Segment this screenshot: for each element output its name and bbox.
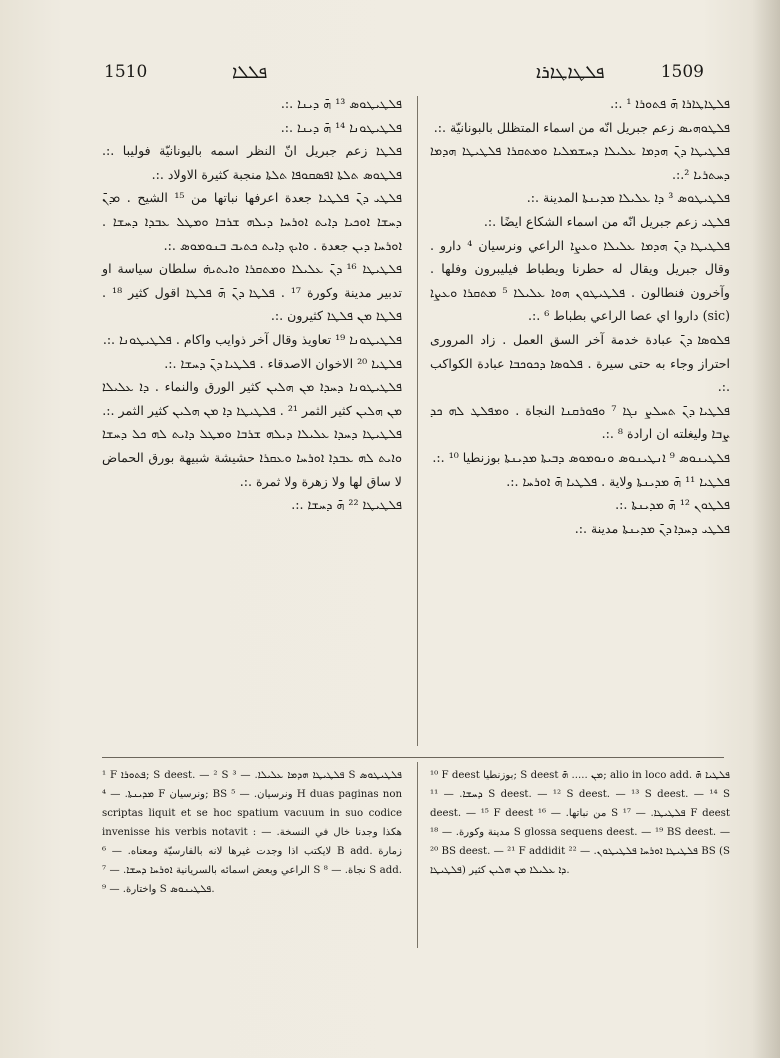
footnote-rule	[102, 757, 724, 758]
lexicon-entry: ܦܠܛܝܛܘܣ ³ ܕܐ ܥܠܝܠܐ ܡܕܝܢܬܐ المدينة .:.	[526, 190, 730, 206]
lexicon-entry: ܦܠܛܝܛܘܢܐ ¹⁹ تعاويذ وقال آخر ذوايب واكام . ܦܠܛܝܛܘܢܐ .:.	[102, 331, 402, 347]
lexicon-entry: ܦܠܛܐ زعم جبريل انّ النظر اسمه باليونانيّة فوليبا .:. ܦܠܛܘܣ ܬܠܬܐ ܐܦܣܩܘܦܐ ܬܠܬܐ منجبة كثيرة الاولاد .:.	[102, 143, 402, 182]
column-divider	[417, 96, 418, 746]
page-header	[104, 62, 704, 86]
left-running-title: ܦܠܠܐ	[232, 62, 268, 83]
book-spine-shadow	[752, 0, 780, 1058]
lexicon-entry: ܦܠܛܐܛܐܪܐ ܗ̄ ܦܬܘܪܐ ¹ .:.	[610, 96, 730, 111]
right-running-title: ܦܠܛܐܛܐܪܐ	[536, 62, 605, 83]
lexicon-entry: ܦܠܛܝܛܘܣ ¹³ ܗ̄ ܕܝܢܐ .:.	[280, 96, 402, 111]
left-footnotes	[102, 766, 402, 899]
lexicon-entry: ܦܠܛܘܢ ¹² ܗ̄ ܡܕܝܢܬܐ .:.	[615, 497, 730, 513]
lexicon-entry: ܦܠܛܝܛܘܢܐ ܕܚܕܐ ܡܢ ܗܠܝܢ كثير الورق والنماء . ܕܐ ܥܠܝܠܐ ܡܢ ܗܠܝܢ كثير الثمر ²¹ . ܦܠܛܝܛܐ ܕܐ ܡܢ ܗܠܝܢ كثير الثمر .:.	[102, 379, 402, 418]
lexicon-entry: ܦܠܛܝܛܐ ܕܢ̄ ܗܕܡܐ ܥܠܝܠܐ ܕܚܫܡܠܝܐ ܘܡܬܩܪܐ ܦܠܛܝܛܐ ܗܕܡܐ ܕܚܬܪܝܐ ².:.	[430, 143, 730, 182]
lexicon-entry: ܦܠܛܝܐ ܕܢ̄ ܬܚܠܨ ܢܓܐ ⁷ ܘܦܘܪܩܢܐ النجاة . ܘܡܦܠܛ ܠܗ ܟܕ ܨܒܐ وليغلته ان ارادة ⁸ .:.	[430, 402, 731, 442]
right-footnotes	[430, 766, 730, 880]
lexicon-entry: ܦܠܛܝ ܕܢ̄ ܦܠܛܝܐ جعدة اعرفها نباتها من ¹⁵ الشيح . ܘܕܢ̄ ܕܚܫܐ ܐܘܟܝܐ ܕܐܝܬ ܐܘܪܚܐ ܕܝܠܗ ܫܪܒܐ ܘܡܛܠ ܥܒܕܐ ܕܚܫܐ . ܐܘܪܚܐ ܕܝܢ جعدة . ܘܐܝܟ ܕܐܝܬ ܟܬܝܒ ܒܢܘܡܘܣ .:.	[102, 190, 403, 253]
right-text-column	[430, 92, 730, 540]
lexicon-entry: ܦܠܛܝܛܐ ܕܢ̄ ܗܕܡܐ ܥܠܝܠܐ ܘܥܨܐ الراعي ونرسيان ⁴ دارو . وقال جبريل ويقال له حطرنا ويطباط فيليبرون وفلها . وآخرون فنطالون . ܦܠܛܝܛܘܢ ܗܘܐ ܥܠܝܠܐ ⁵ ܡܬܩܪܐ ܘܥܨܐ (sic) داروا اي عصا الراعي بطباط ⁶ .:.	[430, 237, 731, 324]
lexicon-entry: ܦܠܛܝܐ ¹¹ ܗ̄ ܡܕܝܢܬܐ ولاية . ܦܠܛܝܐ ܗ̄ ܐܘܪܚܐ .:.	[506, 473, 730, 489]
lexicon-entry: ܦܠܛܝ زعم جبريل انّه من اسماء الشكاع ايضًا .:.	[483, 213, 730, 229]
lexicon-entry: ܦܠܛܝܐ ²⁰ الاخوان الاصدقاء . ܦܠܛܝܐ ܕܢ̄ ܕܚܫܐ .:.	[164, 355, 402, 371]
lexicon-entry: ܦܠܛܝ ܕܚܕܐ ܕܢ̄ ܡܕܝܢܬܐ مدينة .:.	[574, 520, 730, 536]
lexicon-entry: ܦܠܛܝܛܐ ²² ܗ̄ ܕܚܫܐ .:.	[291, 497, 402, 513]
lexicon-entry: ܦܠܛܝܛܐ ¹⁶ ܕܢ̄ ܥܠܝܠܐ ܘܡܬܩܪܐ ܘܐܝܬܝܗ̇ سلطان سياسة او تدبير مدينة وكورة ¹⁷ . ܦܠܛܐ ܕܢ̄ ܗ̄ ܦܠܛܐ اقول كثير ¹⁸ . ܦܠܛܐ ܡܢ ܦܠܛܐ كثيرون .:.	[102, 261, 403, 324]
lexicon-entry: ܦܠܛܝܛܘܢܐ ¹⁴ ܗ̄ ܕܝܢܐ .:.	[280, 119, 402, 135]
footnote-text: ¹⁰ F deest بوزنطيا; S deest ܡܢ ..... ܗ̄; alio in loco add. ܦܠܛܝܐ ܗ̄ ܕܚܫܐ. — ¹¹ S deest. — ¹² S deest. — ¹³ S deest. — ¹⁴ S deest. — ¹⁵ F deest من نباتها. — ¹⁶ S ܦܠܛܝܛܐ. — ¹⁷ F deest مدينة وكورة. — ¹⁸ S glossa sequens deest. — ¹⁹ BS deest. — ²⁰ BS deest. — ²¹ F addidit ܦܠܛܝܛܐ ܐܘܪܚܐ ܦܠܛܝܛܘܢ. — ²² BS (S ܦܠܛܝܛܐ) ܕܐ ܥܠܝܠܐ ܡܢ ܗܠܝܢ كثير.	[430, 770, 731, 876]
footnote-text: ¹ F ܦܬܘܪܐ; S deest. — ² S ܦܠܛܝܛܐ ܗܕܡܐ ܥܠܝܠܐ. — ³ S ܦܠܛܝܛܘܣ ܡܕܝܢܬܐ. — ⁴ F ونرسيان; BS ونرسيان. — ⁵ H duas paginas non scriptas liquit et se hoc spatium vacuum in suo codice invenisse his verbis notavit : هكذا وجدنا خال في النسخة. — لايكتب اذا وجدت غيرها لانه بالفارسيّة ومعناه. — ⁶ B add. زمارة الراعي وبعض اسمائه بالسريانية ܐܘܪܚܐ ܕܚܫܐ. — ⁷ S نجاة. — ⁸ S add. واختارة. — ⁹ S ܦܠܛܝܢܘܣ.	[102, 770, 403, 895]
lexicon-entry: ܦܠܛܝܛܐ ܕܚܕܐ ܥܠܝܠܐ ܕܝܠܗ ܫܪܒܐ ܘܡܛܠ ܕܐܝܬ ܠܗ ܟܠ ܕܚܫܐ ܘܐܝܬ ܠܗ ܥܒܕܐ ܐܘܪܚܐ ܘܥܩܪܐ حشيشة شبيهة بورق الحماض لا ساق لها ولا زهرة ولا ثمرة .:.	[102, 426, 402, 489]
right-page-number: 1509	[660, 62, 704, 82]
lexicon-entry: ܦܠܛܘܗܝܣ زعم جبريل انّه من اسماء المتظلل بالبونانيّة .:.	[433, 119, 730, 135]
left-page-number: 1510	[104, 62, 148, 82]
lexicon-entry: ܦܠܛܝܢܘܣ ⁹ ܐܢܛܝܢܘܣ ܘܢܘܡܘܣ ܕܒܝܬܐ ܡܕܝܢܬܐ بوزنطيا ¹⁰ .:.	[432, 449, 730, 465]
lexicon-entry: ܦܠܘܣܐ ܕܢ̄ عبادة خدمة آخر السق العمل . زاد المرورى احتراز وجاء به حتى سيرة . ܦܠܘܣܐ ܕܟܘܟܒܐ عبادة الكواكب .:.	[430, 331, 730, 395]
left-text-column	[102, 92, 402, 517]
footnote-column-divider	[417, 762, 418, 948]
